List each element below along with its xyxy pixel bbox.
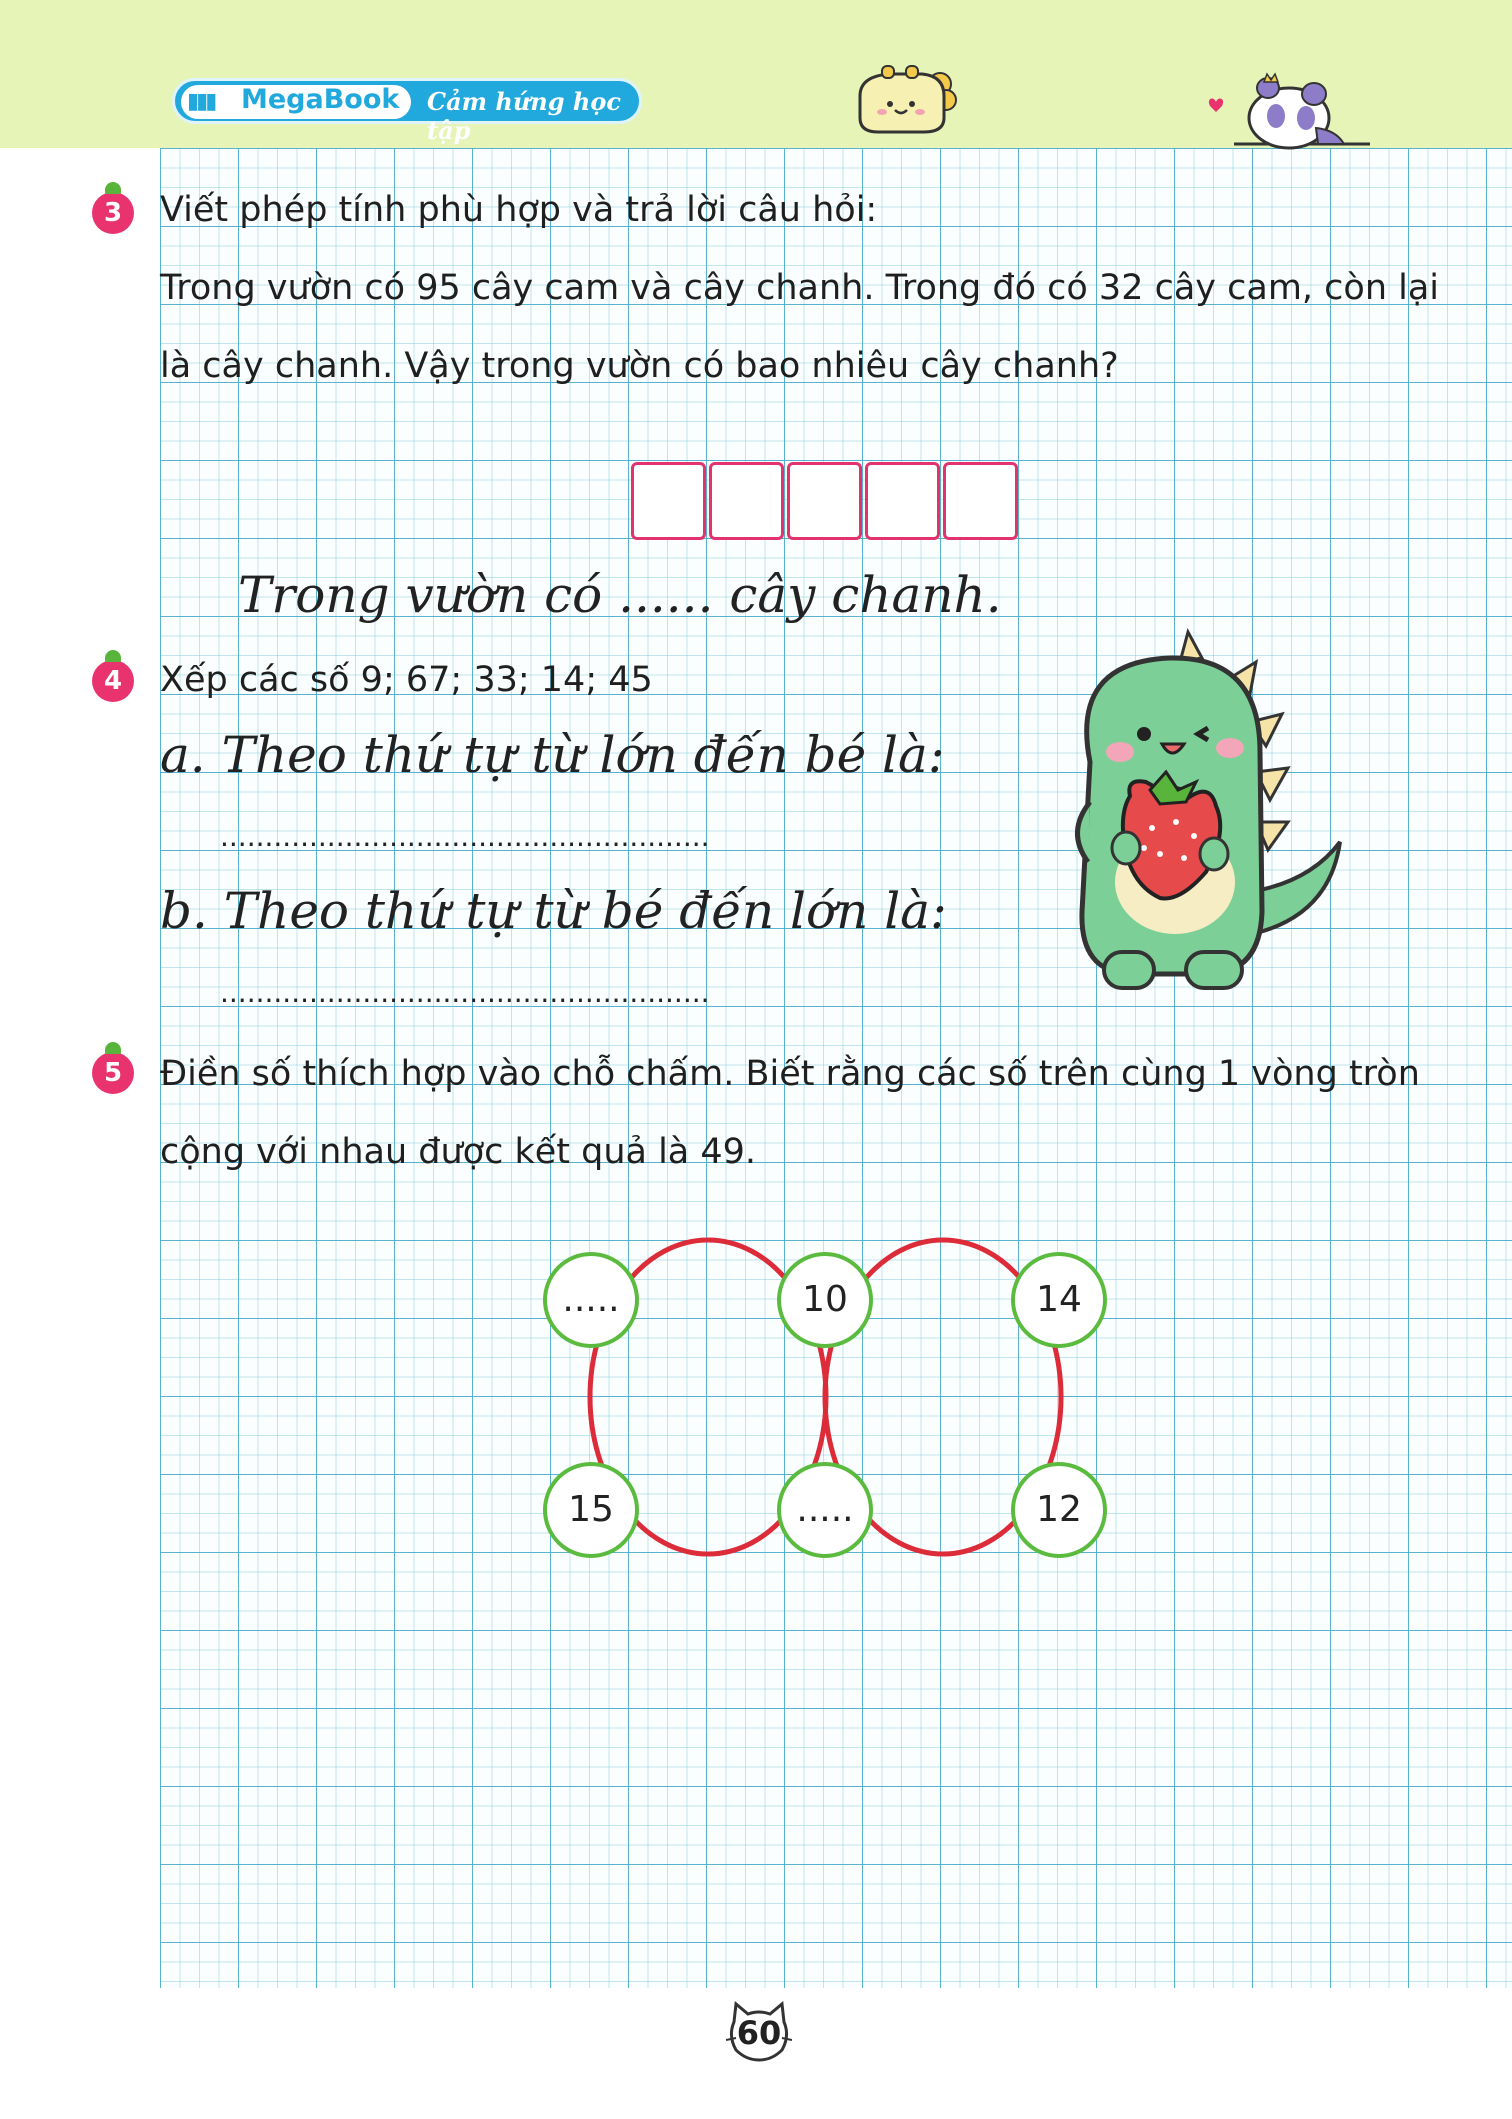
question-3-problem-line-2: là cây chanh. Vậy trong vườn có bao nhiêu cây chanh? bbox=[160, 346, 1119, 386]
dinosaur-with-strawberry-icon bbox=[1060, 622, 1350, 1002]
question-4-part-b-answer-line[interactable]: ....................................................... bbox=[220, 976, 710, 1009]
question-5-prompt-line-2: cộng với nhau được kết quả là 49. bbox=[160, 1132, 757, 1172]
megabook-logo bbox=[172, 78, 642, 145]
question-3-badge: 3 bbox=[92, 192, 134, 234]
circle-node-top-middle: 10 bbox=[777, 1252, 873, 1348]
circle-node-top-right: 14 bbox=[1011, 1252, 1107, 1348]
question-5-badge: 5 bbox=[92, 1052, 134, 1094]
equation-box-3[interactable] bbox=[787, 462, 862, 540]
question-3-prompt: Viết phép tính phù hợp và trả lời câu hỏi: bbox=[160, 190, 878, 230]
question-3-answer-sentence: Trong vườn có ...... cây chanh. bbox=[238, 566, 1002, 624]
question-4-prompt: Xếp các số 9; 67; 33; 14; 45 bbox=[160, 660, 653, 700]
question-4-part-a: a. Theo thứ tự từ lớn đến bé là: bbox=[160, 726, 945, 784]
circle-node-bottom-left: 15 bbox=[543, 1462, 639, 1558]
question-4-part-b: b. Theo thứ tự từ bé đến lớn là: bbox=[160, 882, 947, 940]
equation-box-5[interactable] bbox=[943, 462, 1018, 540]
question-3-problem-line-1: Trong vườn có 95 cây cam và cây chanh. Trong đó có 32 cây cam, còn lại bbox=[160, 268, 1440, 308]
circle-node-bottom-right: 12 bbox=[1011, 1462, 1107, 1558]
question-4-part-a-answer-line[interactable]: ....................................................... bbox=[220, 820, 710, 853]
purse-icon bbox=[852, 62, 962, 136]
page-number: 60 bbox=[736, 2014, 782, 2052]
question-4-badge: 4 bbox=[92, 660, 134, 702]
equation-box-2[interactable] bbox=[709, 462, 784, 540]
equation-box-1[interactable] bbox=[631, 462, 706, 540]
logo-mark-icon: ▮▮▮ bbox=[187, 89, 215, 114]
equation-box-4[interactable] bbox=[865, 462, 940, 540]
circle-node-bottom-middle[interactable]: ..... bbox=[777, 1462, 873, 1558]
brand-slogan: Cảm hứng học tập bbox=[427, 87, 621, 145]
circle-node-top-left[interactable]: ..... bbox=[543, 1252, 639, 1348]
question-5-prompt-line-1: Điền số thích hợp vào chỗ chấm. Biết rằng các số trên cùng 1 vòng tròn bbox=[160, 1054, 1420, 1094]
brand-name: MegaBook bbox=[241, 84, 400, 115]
panda-icon bbox=[1204, 72, 1374, 152]
